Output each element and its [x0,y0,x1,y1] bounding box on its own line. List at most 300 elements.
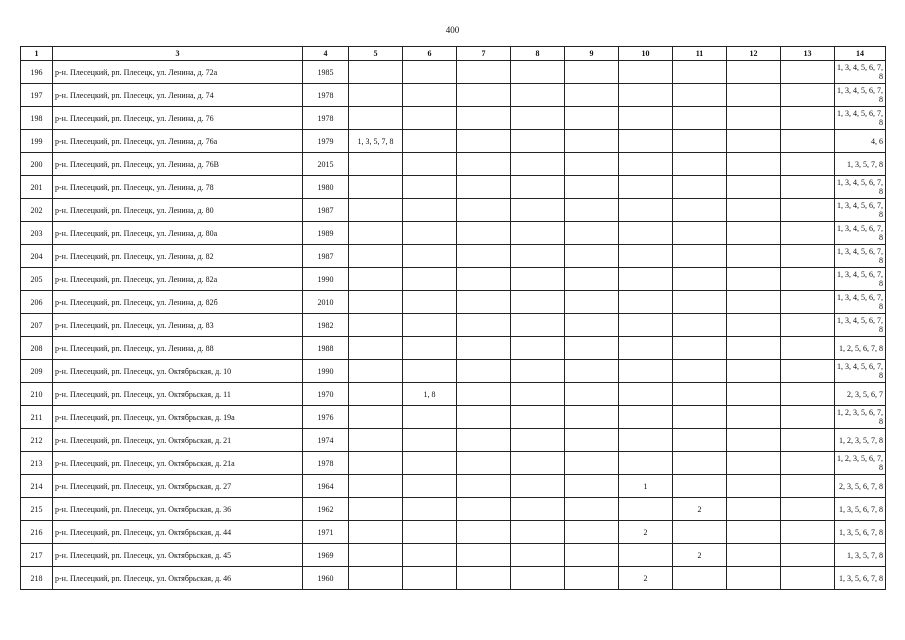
cell-col-4: 1974 [303,429,349,452]
cell-col-9 [565,84,619,107]
cell-col-12 [727,567,781,590]
cell-col-4: 1982 [303,314,349,337]
cell-col-9 [565,222,619,245]
cell-col-11 [673,268,727,291]
cell-col-8 [511,199,565,222]
cell-col-10 [619,291,673,314]
cell-col-14: 1, 3, 5, 6, 7, 8 [835,498,886,521]
column-header-12: 12 [727,47,781,61]
cell-col-6 [403,245,457,268]
cell-col-5 [349,107,403,130]
cell-col-13 [781,153,835,176]
table-row [21,544,886,567]
register-table [20,46,886,590]
cell-col-14: 1, 2, 3, 5, 6, 7, 8 [835,406,886,429]
cell-col-8 [511,61,565,84]
cell-col-10 [619,360,673,383]
table-row [21,383,886,406]
table-row [21,61,886,84]
table-row [21,360,886,383]
cell-col-6 [403,176,457,199]
cell-col-10 [619,314,673,337]
cell-col-11 [673,406,727,429]
cell-col-12 [727,107,781,130]
cell-col-6 [403,314,457,337]
cell-col-14: 1, 3, 5, 6, 7, 8 [835,567,886,590]
cell-col-11 [673,337,727,360]
cell-col-14: 1, 3, 4, 5, 6, 7, 8 [835,360,886,383]
cell-col-11 [673,199,727,222]
cell-col-11 [673,521,727,544]
cell-col-7 [457,268,511,291]
cell-col-4: 1980 [303,176,349,199]
cell-col-14: 1, 3, 4, 5, 6, 7, 8 [835,268,886,291]
cell-col-13 [781,429,835,452]
cell-col-13 [781,176,835,199]
cell-col-9 [565,107,619,130]
cell-col-12 [727,521,781,544]
cell-col-12 [727,130,781,153]
cell-col-14: 1, 3, 5, 6, 7, 8 [835,521,886,544]
cell-col-11 [673,291,727,314]
cell-col-7 [457,314,511,337]
column-header-13: 13 [781,47,835,61]
cell-col-9 [565,153,619,176]
cell-col-13 [781,245,835,268]
table-row [21,521,886,544]
cell-col-8 [511,498,565,521]
cell-col-13 [781,291,835,314]
cell-col-1: 205 [21,268,53,291]
cell-col-11 [673,245,727,268]
column-header-11: 11 [673,47,727,61]
cell-col-7 [457,61,511,84]
cell-col-10 [619,337,673,360]
cell-col-1: 213 [21,452,53,475]
cell-col-4: 1988 [303,337,349,360]
cell-col-8 [511,383,565,406]
cell-col-11 [673,360,727,383]
cell-col-1: 198 [21,107,53,130]
cell-col-12 [727,199,781,222]
cell-col-10 [619,406,673,429]
column-header-4: 4 [303,47,349,61]
cell-col-3: р-н. Плесецкий, рп. Плесецк, ул. Ленина, д. 76В [53,153,303,176]
table-row [21,199,886,222]
column-header-3: 3 [53,47,303,61]
cell-col-14: 1, 2, 5, 6, 7, 8 [835,337,886,360]
cell-col-1: 214 [21,475,53,498]
cell-col-5 [349,61,403,84]
cell-col-12 [727,222,781,245]
cell-col-12 [727,429,781,452]
cell-col-3: р-н. Плесецкий, рп. Плесецк, ул. Ленина, д. 83 [53,314,303,337]
cell-col-1: 202 [21,199,53,222]
cell-col-8 [511,567,565,590]
cell-col-13 [781,452,835,475]
cell-col-10 [619,199,673,222]
table-row [21,107,886,130]
cell-col-5 [349,245,403,268]
cell-col-12 [727,153,781,176]
cell-col-3: р-н. Плесецкий, рп. Плесецк, ул. Октябрьская, д. 21 [53,429,303,452]
cell-col-9 [565,268,619,291]
cell-col-9 [565,521,619,544]
cell-col-7 [457,452,511,475]
cell-col-3: р-н. Плесецкий, рп. Плесецк, ул. Ленина, д. 80 [53,199,303,222]
page-number: 400 [445,25,460,35]
cell-col-7 [457,337,511,360]
cell-col-7 [457,383,511,406]
cell-col-14: 1, 2, 3, 5, 7, 8 [835,429,886,452]
cell-col-13 [781,475,835,498]
cell-col-6 [403,498,457,521]
cell-col-6 [403,360,457,383]
column-header-10: 10 [619,47,673,61]
cell-col-5 [349,222,403,245]
cell-col-3: р-н. Плесецкий, рп. Плесецк, ул. Октябрьская, д. 11 [53,383,303,406]
cell-col-9 [565,314,619,337]
cell-col-10: 2 [619,567,673,590]
cell-col-5 [349,544,403,567]
cell-col-11 [673,84,727,107]
cell-col-13 [781,222,835,245]
table-body [21,61,886,590]
cell-col-12 [727,360,781,383]
cell-col-4: 1970 [303,383,349,406]
cell-col-14: 2, 3, 5, 6, 7 [835,383,886,406]
cell-col-8 [511,406,565,429]
cell-col-4: 1987 [303,245,349,268]
cell-col-14: 1, 2, 3, 5, 6, 7, 8 [835,452,886,475]
cell-col-1: 211 [21,406,53,429]
cell-col-11 [673,452,727,475]
cell-col-13 [781,383,835,406]
cell-col-12 [727,314,781,337]
cell-col-13 [781,130,835,153]
cell-col-4: 1989 [303,222,349,245]
column-header-1: 1 [21,47,53,61]
cell-col-11 [673,567,727,590]
cell-col-6 [403,452,457,475]
cell-col-10 [619,222,673,245]
cell-col-10 [619,130,673,153]
cell-col-7 [457,84,511,107]
cell-col-1: 218 [21,567,53,590]
cell-col-4: 1964 [303,475,349,498]
cell-col-6 [403,475,457,498]
cell-col-5 [349,567,403,590]
cell-col-13 [781,567,835,590]
cell-col-4: 1990 [303,360,349,383]
cell-col-3: р-н. Плесецкий, рп. Плесецк, ул. Ленина, д. 72а [53,61,303,84]
cell-col-11 [673,176,727,199]
cell-col-3: р-н. Плесецкий, рп. Плесецк, ул. Ленина, д. 82б [53,291,303,314]
cell-col-13 [781,406,835,429]
cell-col-7 [457,498,511,521]
cell-col-7 [457,544,511,567]
cell-col-14: 4, 6 [835,130,886,153]
cell-col-1: 196 [21,61,53,84]
table-header [21,47,886,61]
cell-col-8 [511,130,565,153]
cell-col-12 [727,498,781,521]
cell-col-5 [349,314,403,337]
table-row [21,452,886,475]
cell-col-3: р-н. Плесецкий, рп. Плесецк, ул. Ленина, д. 88 [53,337,303,360]
cell-col-5 [349,268,403,291]
cell-col-5 [349,475,403,498]
cell-col-7 [457,291,511,314]
cell-col-3: р-н. Плесецкий, рп. Плесецк, ул. Октябрьская, д. 27 [53,475,303,498]
cell-col-6 [403,337,457,360]
cell-col-11 [673,107,727,130]
cell-col-1: 210 [21,383,53,406]
cell-col-14: 1, 3, 4, 5, 6, 7, 8 [835,245,886,268]
cell-col-3: р-н. Плесецкий, рп. Плесецк, ул. Ленина, д. 76а [53,130,303,153]
column-header-9: 9 [565,47,619,61]
cell-col-7 [457,475,511,498]
cell-col-4: 1985 [303,61,349,84]
cell-col-14: 1, 3, 4, 5, 6, 7, 8 [835,222,886,245]
table-row [21,475,886,498]
table-row [21,176,886,199]
cell-col-1: 206 [21,291,53,314]
cell-col-9 [565,337,619,360]
cell-col-9 [565,245,619,268]
cell-col-10 [619,452,673,475]
cell-col-4: 1978 [303,107,349,130]
cell-col-13 [781,199,835,222]
cell-col-6 [403,291,457,314]
cell-col-11 [673,61,727,84]
cell-col-10 [619,429,673,452]
cell-col-13 [781,498,835,521]
table-row [21,153,886,176]
cell-col-7 [457,107,511,130]
header-row [21,47,886,61]
cell-col-5 [349,199,403,222]
cell-col-6 [403,107,457,130]
cell-col-1: 201 [21,176,53,199]
cell-col-7 [457,222,511,245]
cell-col-12 [727,268,781,291]
cell-col-4: 1971 [303,521,349,544]
table-row [21,498,886,521]
cell-col-11 [673,153,727,176]
cell-col-1: 208 [21,337,53,360]
cell-col-8 [511,475,565,498]
cell-col-5 [349,176,403,199]
cell-col-9 [565,291,619,314]
cell-col-1: 212 [21,429,53,452]
cell-col-3: р-н. Плесецкий, рп. Плесецк, ул. Ленина, д. 76 [53,107,303,130]
cell-col-5 [349,521,403,544]
cell-col-11 [673,130,727,153]
cell-col-10 [619,498,673,521]
cell-col-7 [457,153,511,176]
cell-col-8 [511,107,565,130]
cell-col-3: р-н. Плесецкий, рп. Плесецк, ул. Октябрьская, д. 21а [53,452,303,475]
table-row [21,291,886,314]
table-row [21,84,886,107]
cell-col-7 [457,521,511,544]
cell-col-6 [403,199,457,222]
cell-col-11 [673,314,727,337]
cell-col-8 [511,291,565,314]
cell-col-10 [619,176,673,199]
cell-col-8 [511,222,565,245]
cell-col-1: 209 [21,360,53,383]
cell-col-5 [349,153,403,176]
table-row [21,337,886,360]
cell-col-3: р-н. Плесецкий, рп. Плесецк, ул. Ленина, д. 74 [53,84,303,107]
cell-col-10 [619,153,673,176]
cell-col-10 [619,245,673,268]
cell-col-14: 1, 3, 4, 5, 6, 7, 8 [835,199,886,222]
cell-col-12 [727,383,781,406]
cell-col-6 [403,61,457,84]
cell-col-7 [457,406,511,429]
table-row [21,406,886,429]
cell-col-1: 200 [21,153,53,176]
cell-col-14: 1, 3, 4, 5, 6, 7, 8 [835,107,886,130]
cell-col-13 [781,314,835,337]
cell-col-1: 217 [21,544,53,567]
cell-col-8 [511,176,565,199]
cell-col-8 [511,84,565,107]
cell-col-12 [727,406,781,429]
table-row [21,130,886,153]
cell-col-5 [349,84,403,107]
column-header-8: 8 [511,47,565,61]
cell-col-8 [511,452,565,475]
cell-col-12 [727,61,781,84]
table-row [21,268,886,291]
cell-col-5 [349,406,403,429]
cell-col-6 [403,429,457,452]
cell-col-10: 1 [619,475,673,498]
cell-col-10 [619,544,673,567]
cell-col-3: р-н. Плесецкий, рп. Плесецк, ул. Октябрьская, д. 36 [53,498,303,521]
cell-col-9 [565,544,619,567]
column-header-5: 5 [349,47,403,61]
table-row [21,429,886,452]
cell-col-7 [457,567,511,590]
cell-col-8 [511,337,565,360]
cell-col-14: 1, 3, 5, 7, 8 [835,544,886,567]
cell-col-9 [565,61,619,84]
cell-col-4: 1987 [303,199,349,222]
cell-col-11: 2 [673,544,727,567]
cell-col-14: 1, 3, 4, 5, 6, 7, 8 [835,176,886,199]
cell-col-4: 1969 [303,544,349,567]
cell-col-11 [673,475,727,498]
cell-col-9 [565,199,619,222]
cell-col-8 [511,360,565,383]
cell-col-9 [565,360,619,383]
cell-col-1: 199 [21,130,53,153]
cell-col-3: р-н. Плесецкий, рп. Плесецк, ул. Октябрьская, д. 44 [53,521,303,544]
cell-col-5 [349,498,403,521]
cell-col-12 [727,84,781,107]
cell-col-4: 1962 [303,498,349,521]
cell-col-14: 1, 3, 4, 5, 6, 7, 8 [835,291,886,314]
cell-col-5 [349,383,403,406]
cell-col-8 [511,314,565,337]
cell-col-8 [511,521,565,544]
cell-col-9 [565,406,619,429]
column-header-14: 14 [835,47,886,61]
cell-col-13 [781,360,835,383]
cell-col-13 [781,107,835,130]
cell-col-10 [619,268,673,291]
cell-col-9 [565,498,619,521]
cell-col-5 [349,452,403,475]
cell-col-6 [403,567,457,590]
cell-col-1: 197 [21,84,53,107]
cell-col-11: 2 [673,498,727,521]
cell-col-4: 1976 [303,406,349,429]
cell-col-3: р-н. Плесецкий, рп. Плесецк, ул. Ленина, д. 78 [53,176,303,199]
cell-col-6 [403,84,457,107]
cell-col-13 [781,61,835,84]
cell-col-14: 2, 3, 5, 6, 7, 8 [835,475,886,498]
cell-col-4: 1990 [303,268,349,291]
cell-col-5 [349,360,403,383]
cell-col-11 [673,222,727,245]
cell-col-10 [619,84,673,107]
cell-col-12 [727,475,781,498]
cell-col-6 [403,406,457,429]
cell-col-6 [403,521,457,544]
cell-col-13 [781,544,835,567]
cell-col-6 [403,222,457,245]
cell-col-1: 203 [21,222,53,245]
cell-col-13 [781,521,835,544]
cell-col-11 [673,429,727,452]
cell-col-3: р-н. Плесецкий, рп. Плесецк, ул. Ленина, д. 82 [53,245,303,268]
column-header-7: 7 [457,47,511,61]
cell-col-10 [619,383,673,406]
cell-col-14: 1, 3, 4, 5, 6, 7, 8 [835,84,886,107]
cell-col-3: р-н. Плесецкий, рп. Плесецк, ул. Ленина, д. 80а [53,222,303,245]
cell-col-13 [781,268,835,291]
cell-col-8 [511,245,565,268]
cell-col-1: 204 [21,245,53,268]
cell-col-12 [727,337,781,360]
cell-col-3: р-н. Плесецкий, рп. Плесецк, ул. Ленина, д. 82а [53,268,303,291]
cell-col-3: р-н. Плесецкий, рп. Плесецк, ул. Октябрьская, д. 10 [53,360,303,383]
cell-col-6 [403,544,457,567]
cell-col-14: 1, 3, 4, 5, 6, 7, 8 [835,61,886,84]
cell-col-7 [457,245,511,268]
table-row [21,567,886,590]
cell-col-4: 1979 [303,130,349,153]
cell-col-7 [457,199,511,222]
cell-col-10: 2 [619,521,673,544]
cell-col-1: 215 [21,498,53,521]
cell-col-12 [727,176,781,199]
cell-col-4: 2015 [303,153,349,176]
cell-col-9 [565,383,619,406]
cell-col-9 [565,176,619,199]
cell-col-11 [673,383,727,406]
cell-col-6: 1, 8 [403,383,457,406]
cell-col-1: 216 [21,521,53,544]
cell-col-9 [565,130,619,153]
cell-col-13 [781,337,835,360]
